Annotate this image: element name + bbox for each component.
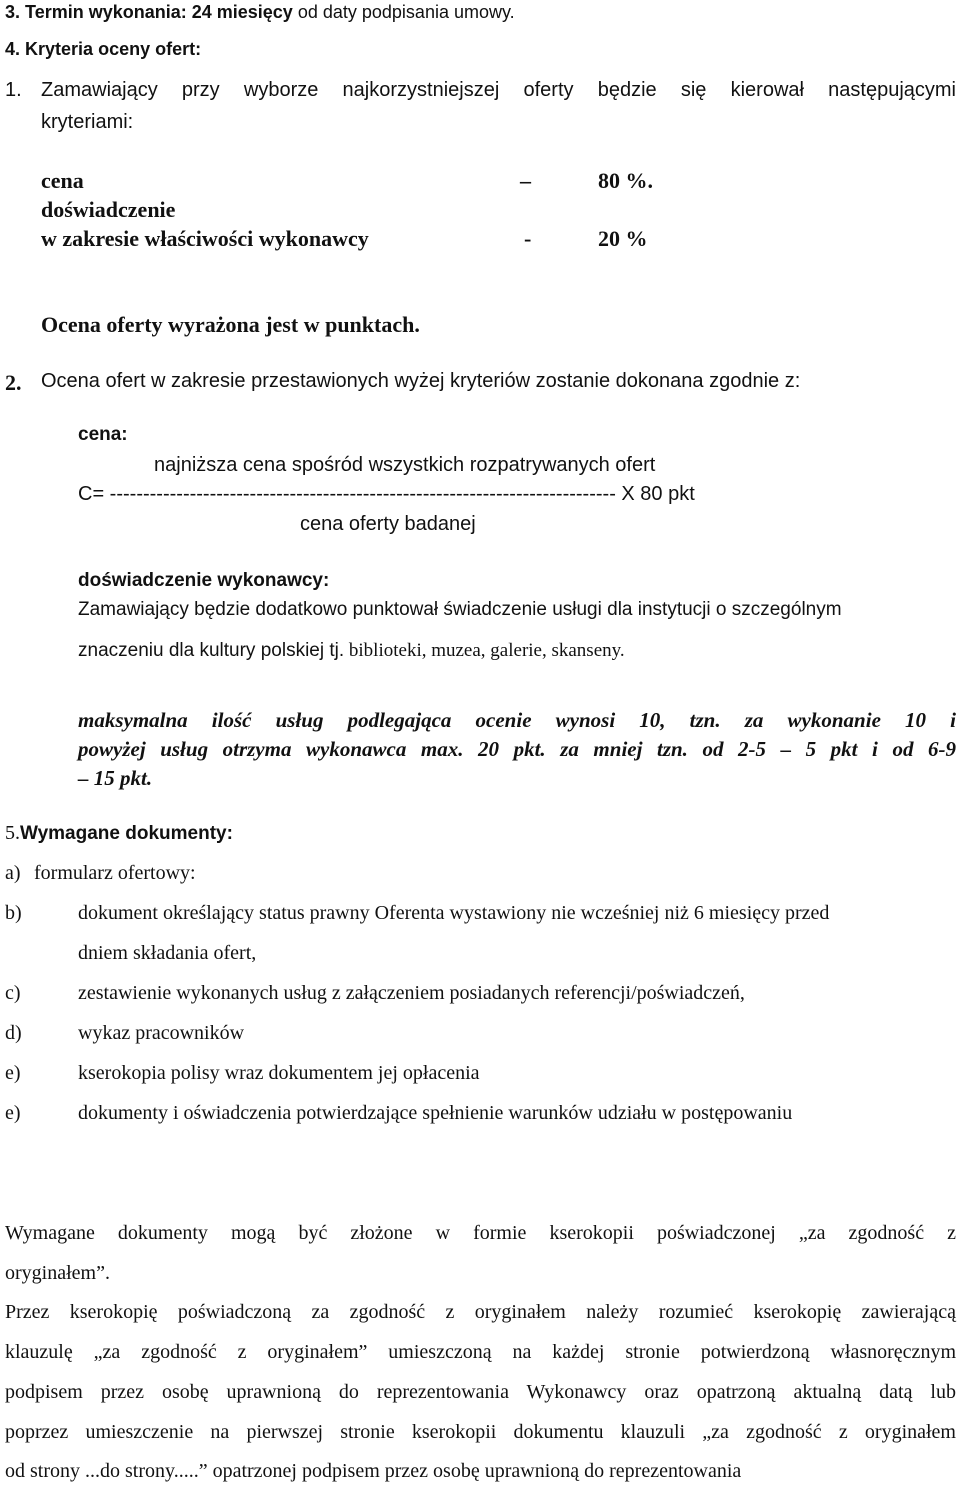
- max-note-line-3: – 15 pkt.: [78, 766, 153, 790]
- section-5-number: 5.: [5, 822, 20, 844]
- criterion-experience-name: doświadczenie: [41, 197, 176, 222]
- criterion-price-dash: –: [520, 168, 531, 193]
- item-2-text: Ocena ofert w zakresie przestawionych wyżej kryteriów zostanie dokonana zgodnie z:: [41, 370, 801, 392]
- doc-b-label: b): [5, 902, 22, 924]
- experience-line-2-sans: znaczeniu dla kultury polskiej tj.: [78, 640, 345, 661]
- section-3-heading: [5, 2, 515, 23]
- doc-d-text: wykaz pracowników: [78, 1022, 245, 1044]
- price-heading: cena:: [78, 424, 128, 445]
- experience-line-1: Zamawiający będzie dodatkowo punktował świadczenie usługi dla instytucji o szczególnym: [78, 599, 842, 620]
- footer-p2-line-2: [5, 1341, 956, 1364]
- doc-e2-text: dokumenty i oświadczenia potwierdzające spełnienie warunków udziału w postępowaniu: [78, 1102, 793, 1124]
- doc-c-label: c): [5, 982, 21, 1004]
- doc-d-label: d): [5, 1022, 22, 1044]
- max-note-line-1-text: maksymalna ilość usług podlegająca ocenie wynosi 10, tzn. za wykonanie 10 i: [78, 708, 956, 732]
- criterion-experience-dash: -: [524, 226, 532, 251]
- section-5-heading: [5, 822, 233, 845]
- section-3-rest: od daty podpisania umowy.: [297, 2, 515, 22]
- experience-line-2: [78, 640, 625, 662]
- item-1-line-2: kryteriami:: [41, 111, 134, 133]
- footer-p1-line-1-text: Wymagane dokumenty mogą być złożone w formie kserokopii poświadczonej „za zgodność z: [5, 1222, 956, 1244]
- doc-a-label: a): [5, 862, 21, 884]
- section-4-number: 4.: [5, 39, 21, 59]
- footer-p2-line-5: od strony ...do strony.....” opatrzonej podpisem przez osobę uprawnioną do reprezentowania: [5, 1460, 742, 1482]
- max-note-line-1: [78, 708, 956, 732]
- criterion-price-name: cena: [41, 168, 84, 193]
- footer-p2-line-2-text: klauzulę „za zgodność z oryginałem” umieszczoną na każdej stronie potwierdzoną własnoręcznym: [5, 1341, 956, 1363]
- item-1-line-1: [41, 79, 956, 102]
- max-note-line-2: [78, 737, 956, 761]
- criterion-experience-scope: w zakresie właściwości wykonawcy: [41, 226, 369, 251]
- section-4-heading: [5, 39, 201, 60]
- max-note-line-2-text: powyżej usług otrzyma wykonawca max. 20 pkt. za mniej tzn. od 2-5 – 5 pkt i od 6-9: [78, 737, 956, 761]
- footer-p2-line-1: [5, 1301, 956, 1324]
- doc-e-text: kserokopia polisy wraz dokumentem jej opłacenia: [78, 1062, 480, 1084]
- item-1-line-1-text: Zamawiający przy wyborze najkorzystniejszej oferty będzie się kierował następującymi: [41, 79, 956, 101]
- doc-b-text-2: dniem składania ofert,: [78, 942, 257, 964]
- criterion-price-value: 80 %.: [598, 168, 653, 193]
- doc-b-text: dokument określający status prawny Oferenta wystawiony nie wcześniej niż 6 miesięcy przed: [78, 902, 830, 924]
- footer-p2-line-3: [5, 1381, 956, 1404]
- doc-a-text: formularz ofertowy:: [34, 862, 196, 884]
- section-3-title: Termin wykonania: 24 miesięcy: [25, 2, 293, 22]
- footer-p2-line-1-text: Przez kserokopię poświadczoną za zgodność z oryginałem należy rozumieć kserokopię zawierającą: [5, 1301, 956, 1323]
- formula-numerator: najniższa cena spośród wszystkich rozpatrywanych ofert: [154, 454, 656, 476]
- doc-c-text: zestawienie wykonanych usług z załączeniem posiadanych referencji/poświadczeń,: [78, 982, 745, 1004]
- experience-line-2-serif: biblioteki, muzea, galerie, skanseny.: [348, 640, 625, 661]
- footer-p2-line-4: [5, 1421, 956, 1444]
- points-note: Ocena oferty wyrażona jest w punktach.: [41, 312, 420, 337]
- footer-p1-line-1: [5, 1222, 956, 1245]
- footer-p2-line-3-text: podpisem przez osobę uprawnioną do reprezentowania Wykonawcy oraz opatrzoną aktualną datą lub: [5, 1381, 956, 1403]
- footer-p1-line-2: oryginałem”.: [5, 1262, 110, 1284]
- section-3-number: 3.: [5, 2, 21, 22]
- item-2-number: 2.: [5, 370, 22, 395]
- item-1-number: 1.: [5, 79, 22, 101]
- criterion-experience-value: 20 %: [598, 226, 648, 251]
- footer-p2-line-4-text: poprzez umieszczenie na pierwszej stronie kserokopii dokumentu klauzuli „za zgodność z oryginałem: [5, 1421, 956, 1443]
- section-5-title: Wymagane dokumenty:: [20, 823, 233, 844]
- formula-line: C= ---------------------------------------------------------------------------- X 80 pkt: [78, 483, 695, 505]
- doc-e-label: e): [5, 1062, 21, 1084]
- doc-e2-label: e): [5, 1102, 21, 1124]
- experience-heading: doświadczenie wykonawcy:: [78, 570, 330, 591]
- formula-denominator: cena oferty badanej: [300, 513, 476, 535]
- section-4-title: Kryteria oceny ofert:: [25, 39, 202, 59]
